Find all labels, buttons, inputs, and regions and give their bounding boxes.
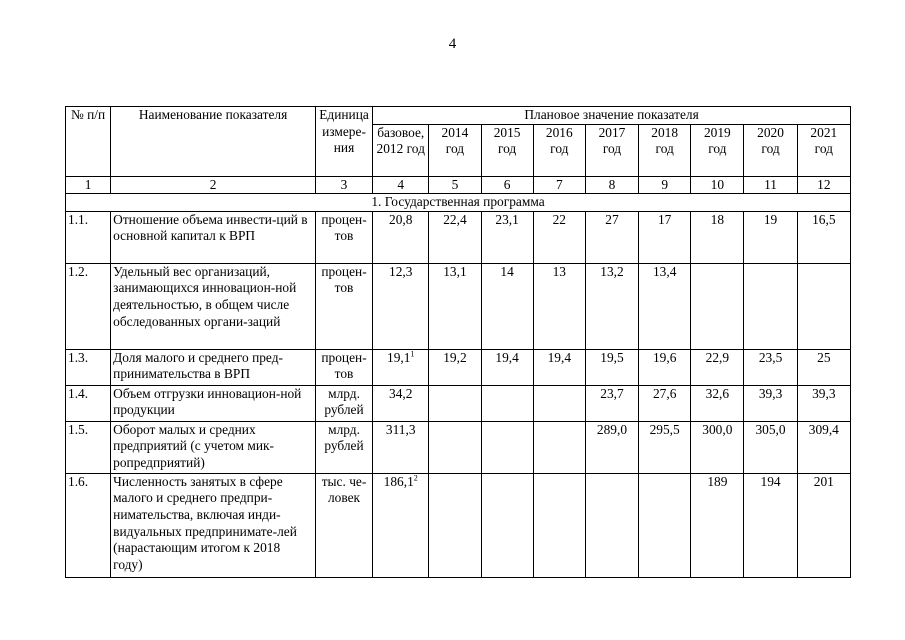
value-cell [533,473,585,577]
column-number: 11 [744,176,797,194]
row-number: 1.4. [66,385,111,421]
base-value-cell [373,211,429,263]
base-value-cell [373,421,429,473]
column-number: 1 [66,176,111,194]
value-cell: 13,4 [639,263,691,349]
section-row [66,194,851,212]
data-rows [66,211,851,577]
base-value: 186,1 [383,473,414,489]
column-number: 7 [533,176,585,194]
header-row-1 [66,107,851,125]
header-year: 2019 год [691,124,744,176]
value-cell: 309,4 [797,421,850,473]
indicator-name: Отношение объема инвести-ций в основной капитал к ВРП [111,211,316,263]
value-cell [481,473,533,577]
value-cell: 19,4 [533,349,585,385]
value-cell [429,473,481,577]
table-row [66,473,851,577]
value-cell [585,473,638,577]
value-cell: 14 [481,263,533,349]
header-name: Наименование показателя [111,107,316,177]
value-cell [797,263,850,349]
value-cell: 300,0 [691,421,744,473]
header-num: № п/п [66,107,111,177]
unit-cell: тыс. че-ловек [315,473,372,577]
column-number: 6 [481,176,533,194]
table-row [66,385,851,421]
header-year: 2021 год [797,124,850,176]
indicator-name: Объем отгрузки инновацион-ной продукции [111,385,316,421]
base-value: 12,3 [389,263,413,279]
value-cell: 13,2 [585,263,638,349]
base-value-cell [373,349,429,385]
base-value: 20,8 [389,211,413,227]
column-numbers-row [66,176,851,194]
column-number: 9 [639,176,691,194]
value-cell: 22,9 [691,349,744,385]
row-number: 1.3. [66,349,111,385]
header-plan-group: Плановое значение показателя [373,107,851,125]
table-row [66,211,851,263]
value-cell [481,385,533,421]
row-number: 1.5. [66,421,111,473]
column-number: 12 [797,176,850,194]
base-value: 34,2 [389,385,413,401]
indicators-table [65,106,851,578]
base-value: 19,1 [387,349,411,365]
value-cell: 194 [744,473,797,577]
section-title: 1. Государственная программа [66,194,851,212]
value-cell: 22,4 [429,211,481,263]
header-year: 2015 год [481,124,533,176]
indicator-name: Удельный вес организаций, занимающихся инновацион-ной деятельностью, в общем числе обследованных органи-заций [111,263,316,349]
base-value: 311,3 [385,421,416,437]
unit-cell: млрд. рублей [315,385,372,421]
table-row [66,421,851,473]
table-row [66,263,851,349]
unit-cell: процен-тов [315,211,372,263]
column-number: 8 [585,176,638,194]
indicator-name: Оборот малых и средних предприятий (с учетом мик-ропредприятий) [111,421,316,473]
value-cell: 22 [533,211,585,263]
value-cell: 295,5 [639,421,691,473]
header-year: 2018 год [639,124,691,176]
value-cell [744,263,797,349]
value-cell [691,263,744,349]
value-cell: 201 [797,473,850,577]
unit-cell: процен-тов [315,263,372,349]
value-cell: 189 [691,473,744,577]
value-cell [481,421,533,473]
indicator-name: Доля малого и среднего пред-принимательства в ВРП [111,349,316,385]
value-cell [533,385,585,421]
value-cell: 23,1 [481,211,533,263]
row-number: 1.1. [66,211,111,263]
header-year: базовое, 2012 год [373,124,429,176]
base-value-cell [373,385,429,421]
header-year: 2014 год [429,124,481,176]
unit-cell: процен-тов [315,349,372,385]
unit-cell: млрд. рублей [315,421,372,473]
header-unit: Единица измере-ния [315,107,372,177]
value-cell: 19 [744,211,797,263]
value-cell: 13,1 [429,263,481,349]
column-number: 5 [429,176,481,194]
value-cell: 18 [691,211,744,263]
value-cell [429,421,481,473]
row-number: 1.2. [66,263,111,349]
value-cell: 27,6 [639,385,691,421]
header-year: 2016 год [533,124,585,176]
value-cell: 19,4 [481,349,533,385]
value-cell: 19,6 [639,349,691,385]
column-number: 2 [111,176,316,194]
base-value-cell [373,263,429,349]
column-number: 3 [315,176,372,194]
value-cell: 17 [639,211,691,263]
value-cell: 13 [533,263,585,349]
column-number: 4 [373,176,429,194]
footnote-marker: 1 [410,349,415,359]
value-cell: 25 [797,349,850,385]
base-value-cell [373,473,429,577]
value-cell: 289,0 [585,421,638,473]
value-cell: 19,2 [429,349,481,385]
value-cell: 32,6 [691,385,744,421]
table-row [66,349,851,385]
value-cell: 39,3 [744,385,797,421]
row-number: 1.6. [66,473,111,577]
page-number: 4 [448,36,457,52]
value-cell: 27 [585,211,638,263]
value-cell: 23,5 [744,349,797,385]
value-cell: 23,7 [585,385,638,421]
header-year: 2017 год [585,124,638,176]
header-year: 2020 год [744,124,797,176]
indicator-name: Численность занятых в сфере малого и среднего предпри-нимательства, включая инди-видуальных предпринимате-лей (нарастающим итогом к 2018 году) [111,473,316,577]
value-cell: 19,5 [585,349,638,385]
value-cell: 16,5 [797,211,850,263]
value-cell [639,473,691,577]
footnote-marker: 2 [413,473,418,483]
value-cell: 305,0 [744,421,797,473]
column-number: 10 [691,176,744,194]
value-cell [533,421,585,473]
value-cell: 39,3 [797,385,850,421]
value-cell [429,385,481,421]
